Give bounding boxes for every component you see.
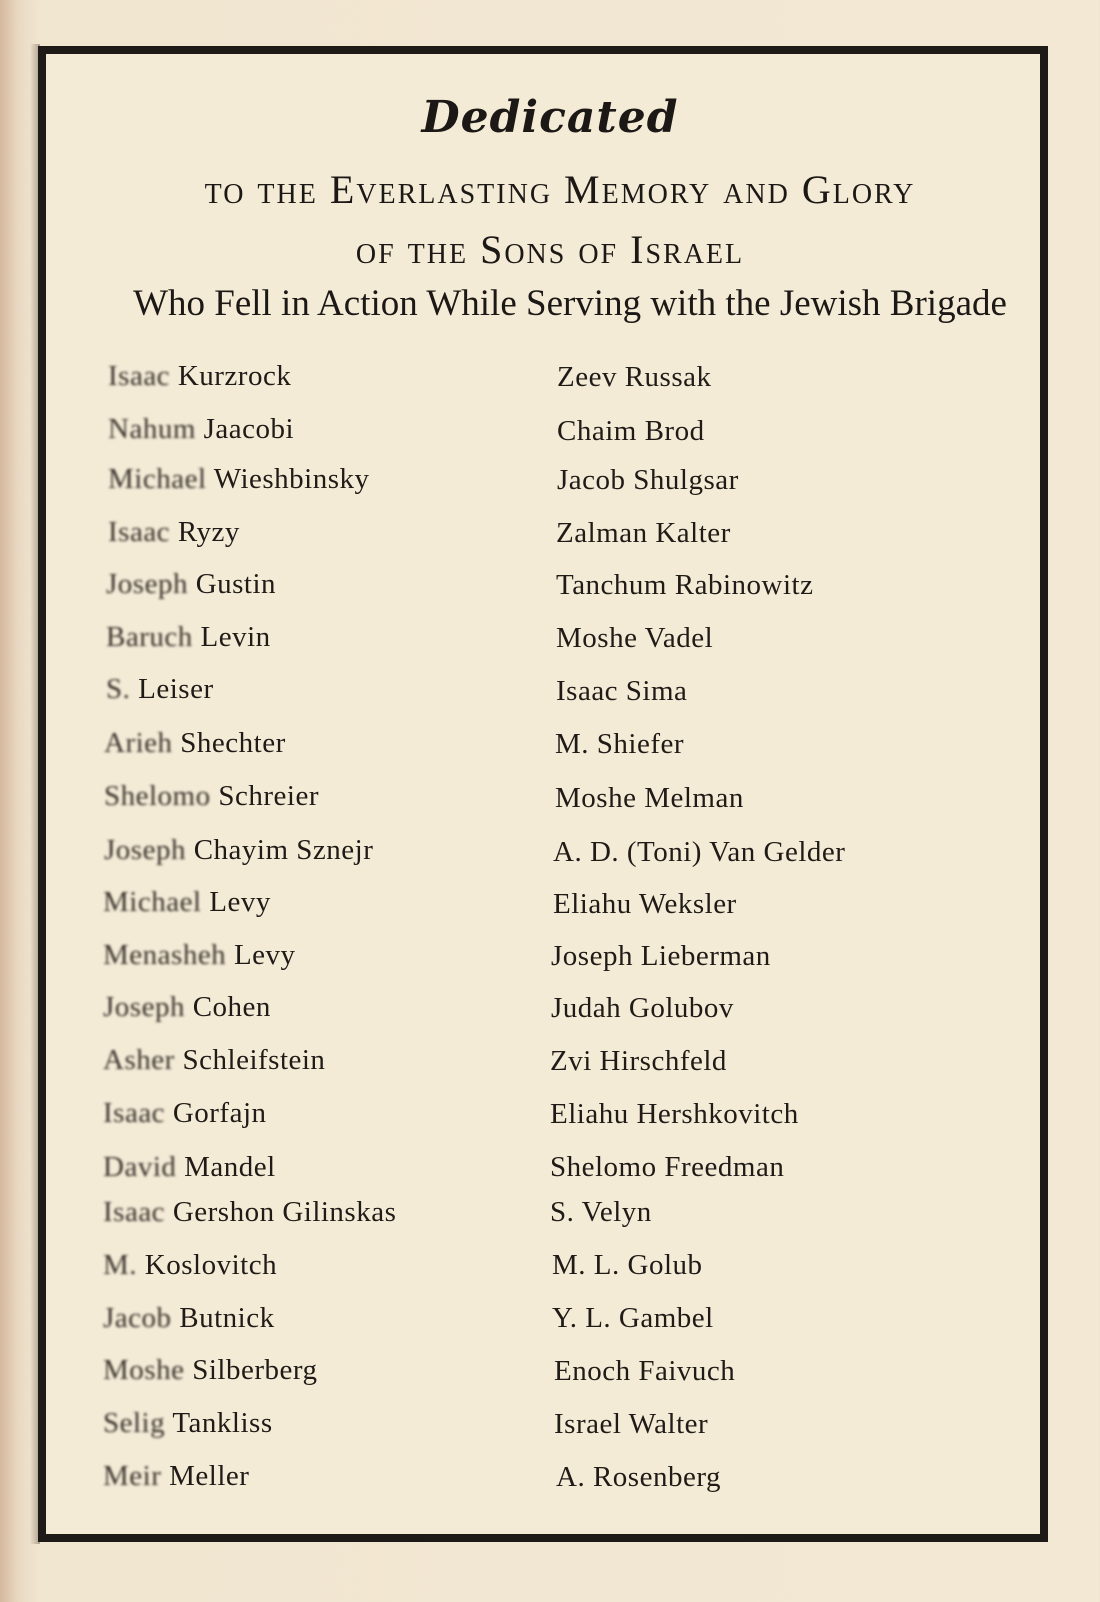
- first-name: Nahum: [108, 413, 196, 445]
- first-name: Moshe: [103, 1354, 185, 1386]
- right-name-row: S. Velyn: [550, 1196, 652, 1228]
- dedication-line-3: Who Fell in Action While Serving with the Jewish Brigade: [133, 283, 1007, 324]
- right-name-row: Zeev Russak: [557, 361, 712, 393]
- right-name-row: Israel Walter: [554, 1408, 709, 1440]
- first-name: Menasheh: [103, 939, 227, 971]
- left-name-row: [103, 1354, 317, 1387]
- first-name: Arieh: [104, 727, 173, 759]
- left-name-row: [103, 1151, 276, 1184]
- left-name-row: [103, 1249, 277, 1282]
- first-name: Isaac: [108, 516, 171, 548]
- first-name: Isaac: [103, 1196, 166, 1228]
- right-name-row: A. D. (Toni) Van Gelder: [553, 836, 846, 868]
- last-name: Jaacobi: [203, 413, 295, 445]
- left-name-row: [106, 568, 276, 601]
- last-name: Shechter: [180, 727, 286, 759]
- right-name-row: Isaac Sima: [556, 675, 688, 707]
- first-name: S.: [106, 673, 131, 705]
- left-name-row: [103, 1196, 396, 1229]
- last-name: Levy: [233, 939, 296, 971]
- first-name: Meir: [103, 1460, 162, 1492]
- left-name-row: [108, 463, 370, 496]
- last-name: Tankliss: [172, 1407, 273, 1439]
- last-name: Levin: [200, 621, 271, 653]
- left-name-row: [108, 360, 291, 393]
- left-name-row: [106, 621, 271, 654]
- last-name: Koslovitch: [144, 1249, 278, 1281]
- last-name: Gorfajn: [172, 1097, 267, 1129]
- last-name: Chayim Sznejr: [193, 834, 374, 866]
- first-name: Jacob: [103, 1302, 172, 1334]
- right-name-row: Zvi Hirschfeld: [550, 1045, 727, 1077]
- right-name-row: Y. L. Gambel: [552, 1302, 714, 1334]
- first-name: Shelomo: [104, 780, 211, 812]
- right-name-row: Moshe Vadel: [556, 622, 714, 654]
- last-name: Silberberg: [192, 1354, 318, 1386]
- dedication-title: Dedicated: [421, 92, 679, 143]
- left-name-row: [103, 1460, 249, 1493]
- last-name: Wieshbinsky: [213, 463, 370, 495]
- right-name-row: Eliahu Weksler: [553, 888, 737, 920]
- right-name-row: Joseph Lieberman: [551, 940, 771, 972]
- right-name-row: M. L. Golub: [552, 1249, 703, 1281]
- first-name: Joseph: [106, 568, 188, 600]
- left-name-row: [103, 886, 271, 919]
- last-name: Levy: [209, 886, 271, 918]
- right-name-row: Tanchum Rabinowitz: [556, 569, 814, 601]
- first-name: Asher: [103, 1044, 175, 1076]
- first-name: Michael: [108, 463, 207, 495]
- left-name-row: [103, 939, 296, 972]
- right-name-row: Judah Golubov: [551, 992, 734, 1024]
- last-name: Mandel: [184, 1151, 276, 1183]
- first-name: Isaac: [103, 1097, 166, 1129]
- left-name-row: [108, 413, 294, 446]
- right-name-row: Enoch Faivuch: [554, 1355, 736, 1387]
- last-name: Gershon Gilinskas: [172, 1196, 397, 1228]
- last-name: Butnick: [179, 1302, 275, 1334]
- right-name-row: Jacob Shulgsar: [557, 464, 739, 496]
- last-name: Cohen: [192, 991, 271, 1023]
- left-name-row: [106, 673, 214, 706]
- last-name: Kurzrock: [177, 360, 292, 392]
- left-name-row: [103, 991, 271, 1024]
- last-name: Ryzy: [177, 516, 240, 548]
- first-name: Isaac: [108, 360, 171, 392]
- dedication-line-2: of the Sons of Israel: [355, 227, 745, 272]
- last-name: Meller: [169, 1460, 250, 1492]
- right-name-row: Moshe Melman: [555, 782, 744, 814]
- left-name-row: [104, 780, 319, 813]
- left-name-row: [103, 1302, 275, 1335]
- last-name: Gustin: [195, 568, 277, 600]
- left-name-row: [108, 516, 240, 549]
- right-name-row: M. Shiefer: [555, 728, 685, 760]
- first-name: Michael: [103, 886, 202, 918]
- left-name-row: [104, 834, 373, 867]
- first-name: Baruch: [106, 621, 193, 653]
- last-name: Leiser: [138, 673, 214, 705]
- right-name-row: Eliahu Hershkovitch: [550, 1098, 799, 1130]
- right-name-row: Shelomo Freedman: [550, 1151, 785, 1183]
- last-name: Schreier: [218, 780, 319, 812]
- left-name-row: [103, 1407, 273, 1440]
- dedication-line-1: to the Everlasting Memory and Glory: [204, 167, 916, 212]
- right-name-row: A. Rosenberg: [556, 1461, 721, 1493]
- left-name-row: [104, 727, 286, 760]
- left-name-row: [103, 1097, 267, 1130]
- left-name-row: [103, 1044, 325, 1077]
- first-name: M.: [103, 1249, 138, 1281]
- first-name: Joseph: [104, 834, 186, 866]
- right-name-row: Zalman Kalter: [556, 517, 731, 549]
- right-name-row: Chaim Brod: [557, 415, 705, 447]
- first-name: David: [103, 1151, 177, 1183]
- first-name: Selig: [103, 1407, 166, 1439]
- first-name: Joseph: [103, 991, 185, 1023]
- last-name: Schleifstein: [182, 1044, 326, 1076]
